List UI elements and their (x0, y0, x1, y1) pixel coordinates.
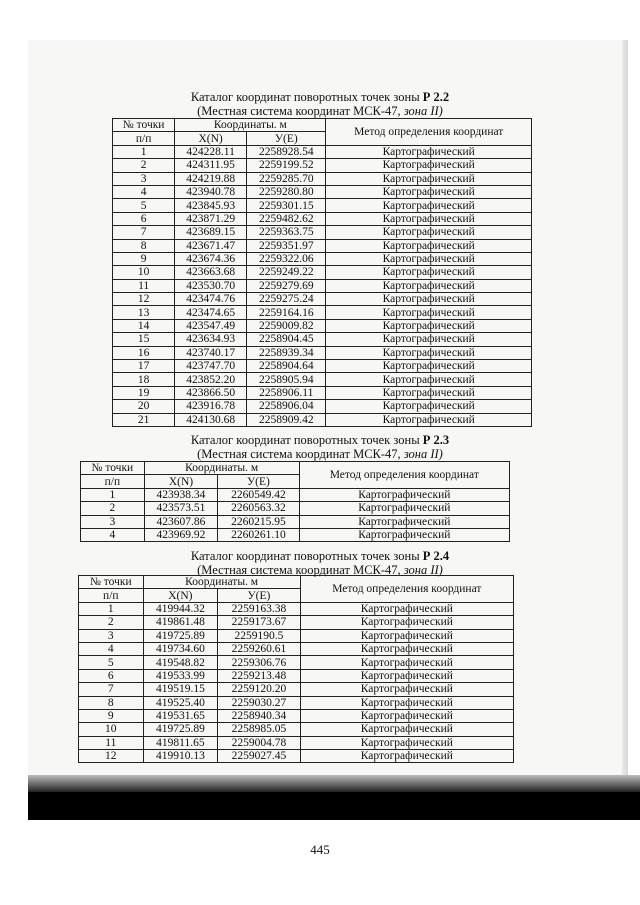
table-row (79, 669, 514, 682)
header-method: Метод определения координат (299, 462, 509, 489)
table-row (113, 226, 532, 239)
table-row (113, 293, 532, 306)
table-row (79, 629, 514, 642)
y-coordinate: 2258985.05 (218, 723, 301, 736)
x-coordinate: 424228.11 (175, 145, 247, 158)
y-coordinate: 2259275.24 (247, 293, 326, 306)
table-subcaption (0, 104, 640, 118)
subcaption-zone: зона II) (403, 447, 443, 461)
table-caption (0, 549, 640, 563)
method: Картографический (299, 488, 509, 501)
header-x: X(N) (144, 475, 218, 488)
table-row (81, 528, 510, 541)
table-row (81, 502, 510, 515)
header-y: У(Е) (247, 132, 326, 145)
header-y: У(Е) (218, 589, 301, 602)
point-number: 14 (113, 319, 175, 332)
y-coordinate: 2259190.5 (218, 629, 301, 642)
y-coordinate: 2259164.16 (247, 306, 326, 319)
method: Картографический (326, 145, 532, 158)
method: Картографический (300, 656, 513, 669)
method: Картографический (326, 360, 532, 373)
method: Картографический (326, 239, 532, 252)
table-row (113, 185, 532, 198)
method: Картографический (300, 629, 513, 642)
header-y: У(Е) (218, 475, 299, 488)
point-number: 11 (113, 279, 175, 292)
x-coordinate: 423845.93 (175, 199, 247, 212)
table-row (79, 602, 514, 615)
x-coordinate: 423547.49 (175, 319, 247, 332)
method: Картографический (326, 199, 532, 212)
x-coordinate: 419861.48 (143, 616, 218, 629)
point-number: 9 (79, 709, 144, 722)
header-point-number: № точки (79, 576, 144, 589)
x-coordinate: 419734.60 (143, 642, 218, 655)
coordinates-table-p23 (80, 461, 510, 542)
y-coordinate: 2259249.22 (247, 266, 326, 279)
x-coordinate: 424311.95 (175, 159, 247, 172)
method: Картографический (300, 709, 513, 722)
method: Картографический (326, 413, 532, 426)
header-point-number: № точки (113, 119, 175, 132)
caption-zone: Р 2.2 (422, 90, 450, 104)
point-number: 12 (113, 293, 175, 306)
y-coordinate: 2259199.52 (247, 159, 326, 172)
point-number: 2 (81, 502, 145, 515)
y-coordinate: 2258909.42 (247, 413, 326, 426)
table-row (113, 172, 532, 185)
table-row (113, 333, 532, 346)
header-coordinates: Координаты. м (144, 462, 299, 475)
x-coordinate: 419531.65 (143, 709, 218, 722)
point-number: 4 (81, 528, 145, 541)
x-coordinate: 423916.78 (175, 400, 247, 413)
x-coordinate: 419533.99 (143, 669, 218, 682)
scan-gray-band (28, 775, 640, 792)
header-coordinates: Координаты. м (143, 576, 300, 589)
subcaption-prefix: (Местная система координат МСК-47, (197, 563, 401, 577)
table-row (79, 723, 514, 736)
point-number: 1 (81, 488, 145, 501)
table-row (113, 212, 532, 225)
subcaption-zone: зона II) (403, 104, 443, 118)
y-coordinate: 2259173.67 (218, 616, 301, 629)
y-coordinate: 2259279.69 (247, 279, 326, 292)
method: Картографический (299, 528, 509, 541)
x-coordinate: 419519.15 (143, 683, 218, 696)
subcaption-prefix: (Местная система координат МСК-47, (197, 447, 401, 461)
y-coordinate: 2259027.45 (218, 750, 301, 763)
method: Картографический (326, 252, 532, 265)
y-coordinate: 2259120.20 (218, 683, 301, 696)
table-row (113, 266, 532, 279)
point-number: 4 (79, 642, 144, 655)
x-coordinate: 419811.65 (143, 736, 218, 749)
y-coordinate: 2259163.38 (218, 602, 301, 615)
x-coordinate: 419725.89 (143, 629, 218, 642)
coordinates-table-p24 (78, 575, 514, 763)
method: Картографический (326, 293, 532, 306)
y-coordinate: 2260549.42 (218, 488, 299, 501)
y-coordinate: 2258904.64 (247, 360, 326, 373)
y-coordinate: 2258939.34 (247, 346, 326, 359)
y-coordinate: 2258928.54 (247, 145, 326, 158)
point-number: 18 (113, 373, 175, 386)
table-row (81, 488, 510, 501)
point-number: 3 (81, 515, 145, 528)
y-coordinate: 2259301.15 (247, 199, 326, 212)
caption-title: Каталог координат поворотных точек зоны (190, 90, 420, 104)
x-coordinate: 423689.15 (175, 226, 247, 239)
caption-title: Каталог координат поворотных точек зоны (190, 549, 420, 563)
method: Картографический (326, 266, 532, 279)
point-number: 6 (113, 212, 175, 225)
method: Картографический (300, 602, 513, 615)
x-coordinate: 423671.47 (175, 239, 247, 252)
table-row (113, 400, 532, 413)
point-number: 17 (113, 360, 175, 373)
point-number: 12 (79, 750, 144, 763)
method: Картографический (300, 683, 513, 696)
table-row (113, 413, 532, 426)
x-coordinate: 423938.34 (144, 488, 218, 501)
y-coordinate: 2258905.94 (247, 373, 326, 386)
x-coordinate: 423663.68 (175, 266, 247, 279)
method: Картографический (326, 333, 532, 346)
point-number: 8 (113, 239, 175, 252)
point-number: 7 (113, 226, 175, 239)
y-coordinate: 2258906.04 (247, 400, 326, 413)
method: Картографический (299, 502, 509, 515)
table-row (113, 159, 532, 172)
point-number: 5 (113, 199, 175, 212)
x-coordinate: 423866.50 (175, 386, 247, 399)
y-coordinate: 2259260.61 (218, 642, 301, 655)
x-coordinate: 423969.92 (144, 528, 218, 541)
header-row (81, 462, 510, 475)
point-number: 8 (79, 696, 144, 709)
sheet-edge-shadow (622, 40, 628, 820)
table-row (79, 696, 514, 709)
table-row (113, 319, 532, 332)
section-zone-p22 (0, 90, 640, 118)
point-number: 4 (113, 185, 175, 198)
table-row (113, 199, 532, 212)
header-row (79, 576, 514, 589)
x-coordinate: 423474.76 (175, 293, 247, 306)
y-coordinate: 2259004.78 (218, 736, 301, 749)
x-coordinate: 424219.88 (175, 172, 247, 185)
method: Картографический (326, 212, 532, 225)
method: Картографический (326, 386, 532, 399)
method: Картографический (326, 159, 532, 172)
header-point-index: п/п (113, 132, 175, 145)
section-zone-p23 (0, 433, 640, 461)
table-row (79, 642, 514, 655)
caption-zone: Р 2.3 (422, 433, 450, 447)
point-number: 1 (79, 602, 144, 615)
point-number: 1 (113, 145, 175, 158)
point-number: 10 (113, 266, 175, 279)
method: Картографический (326, 346, 532, 359)
point-number: 2 (113, 159, 175, 172)
point-number: 10 (79, 723, 144, 736)
y-coordinate: 2259351.97 (247, 239, 326, 252)
y-coordinate: 2258940.34 (218, 709, 301, 722)
method: Картографический (326, 185, 532, 198)
y-coordinate: 2259009.82 (247, 319, 326, 332)
y-coordinate: 2259322.06 (247, 252, 326, 265)
point-number: 11 (79, 736, 144, 749)
y-coordinate: 2259482.62 (247, 212, 326, 225)
x-coordinate: 423530.70 (175, 279, 247, 292)
table-row (113, 252, 532, 265)
x-coordinate: 423674.36 (175, 252, 247, 265)
subcaption-prefix: (Местная система координат МСК-47, (197, 104, 401, 118)
table-row (79, 616, 514, 629)
point-number: 13 (113, 306, 175, 319)
method: Картографический (299, 515, 509, 528)
y-coordinate: 2259285.70 (247, 172, 326, 185)
method: Картографический (300, 642, 513, 655)
table-row (113, 373, 532, 386)
header-coordinates: Координаты. м (175, 119, 326, 132)
method: Картографический (300, 723, 513, 736)
table-row (113, 386, 532, 399)
point-number: 3 (79, 629, 144, 642)
point-number: 15 (113, 333, 175, 346)
table-row (79, 736, 514, 749)
point-number: 21 (113, 413, 175, 426)
method: Картографический (326, 279, 532, 292)
y-coordinate: 2260563.32 (218, 502, 299, 515)
header-x: X(N) (175, 132, 247, 145)
caption-title: Каталог координат поворотных точек зоны (190, 433, 420, 447)
x-coordinate: 423940.78 (175, 185, 247, 198)
x-coordinate: 419548.82 (143, 656, 218, 669)
x-coordinate: 423634.93 (175, 333, 247, 346)
x-coordinate: 423871.29 (175, 212, 247, 225)
table-row (79, 683, 514, 696)
y-coordinate: 2260215.95 (218, 515, 299, 528)
point-number: 7 (79, 683, 144, 696)
x-coordinate: 423740.17 (175, 346, 247, 359)
header-point-index: п/п (79, 589, 144, 602)
point-number: 16 (113, 346, 175, 359)
point-number: 19 (113, 386, 175, 399)
table-row (79, 709, 514, 722)
x-coordinate: 423607.86 (144, 515, 218, 528)
point-number: 5 (79, 656, 144, 669)
y-coordinate: 2259280.80 (247, 185, 326, 198)
method: Картографический (300, 669, 513, 682)
point-number: 6 (79, 669, 144, 682)
coordinates-table-p22 (112, 118, 532, 427)
table-row (79, 750, 514, 763)
table-caption (0, 90, 640, 104)
header-x: X(N) (143, 589, 218, 602)
method: Картографический (326, 172, 532, 185)
x-coordinate: 419910.13 (143, 750, 218, 763)
x-coordinate: 419725.89 (143, 723, 218, 736)
table-row (113, 346, 532, 359)
method: Картографический (300, 750, 513, 763)
x-coordinate: 423474.65 (175, 306, 247, 319)
table-row (81, 515, 510, 528)
subcaption-zone: зона II) (403, 563, 443, 577)
table-row (113, 306, 532, 319)
scan-black-band (28, 792, 640, 820)
page-number: 445 (310, 842, 330, 857)
y-coordinate: 2259363.75 (247, 226, 326, 239)
header-method: Метод определения координат (300, 576, 513, 603)
table-subcaption (0, 447, 640, 461)
x-coordinate: 419525.40 (143, 696, 218, 709)
section-zone-p24 (0, 549, 640, 577)
table-row (113, 279, 532, 292)
method: Картографический (326, 400, 532, 413)
y-coordinate: 2258906.11 (247, 386, 326, 399)
x-coordinate: 423852.20 (175, 373, 247, 386)
header-point-number: № точки (81, 462, 145, 475)
x-coordinate: 423573.51 (144, 502, 218, 515)
point-number: 3 (113, 172, 175, 185)
method: Картографический (300, 696, 513, 709)
header-method: Метод определения координат (326, 119, 532, 146)
method: Картографический (326, 306, 532, 319)
y-coordinate: 2259306.76 (218, 656, 301, 669)
method: Картографический (300, 736, 513, 749)
table-row (113, 145, 532, 158)
point-number: 20 (113, 400, 175, 413)
y-coordinate: 2260261.10 (218, 528, 299, 541)
method: Картографический (326, 226, 532, 239)
x-coordinate: 423747.70 (175, 360, 247, 373)
method: Картографический (326, 373, 532, 386)
y-coordinate: 2259030.27 (218, 696, 301, 709)
table-row (79, 656, 514, 669)
header-point-index: п/п (81, 475, 145, 488)
y-coordinate: 2258904.45 (247, 333, 326, 346)
y-coordinate: 2259213.48 (218, 669, 301, 682)
x-coordinate: 419944.32 (143, 602, 218, 615)
point-number: 2 (79, 616, 144, 629)
method: Картографический (300, 616, 513, 629)
x-coordinate: 424130.68 (175, 413, 247, 426)
header-row (113, 119, 532, 132)
table-row (113, 239, 532, 252)
point-number: 9 (113, 252, 175, 265)
method: Картографический (326, 319, 532, 332)
table-caption (0, 433, 640, 447)
caption-zone: Р 2.4 (422, 549, 450, 563)
table-row (113, 360, 532, 373)
